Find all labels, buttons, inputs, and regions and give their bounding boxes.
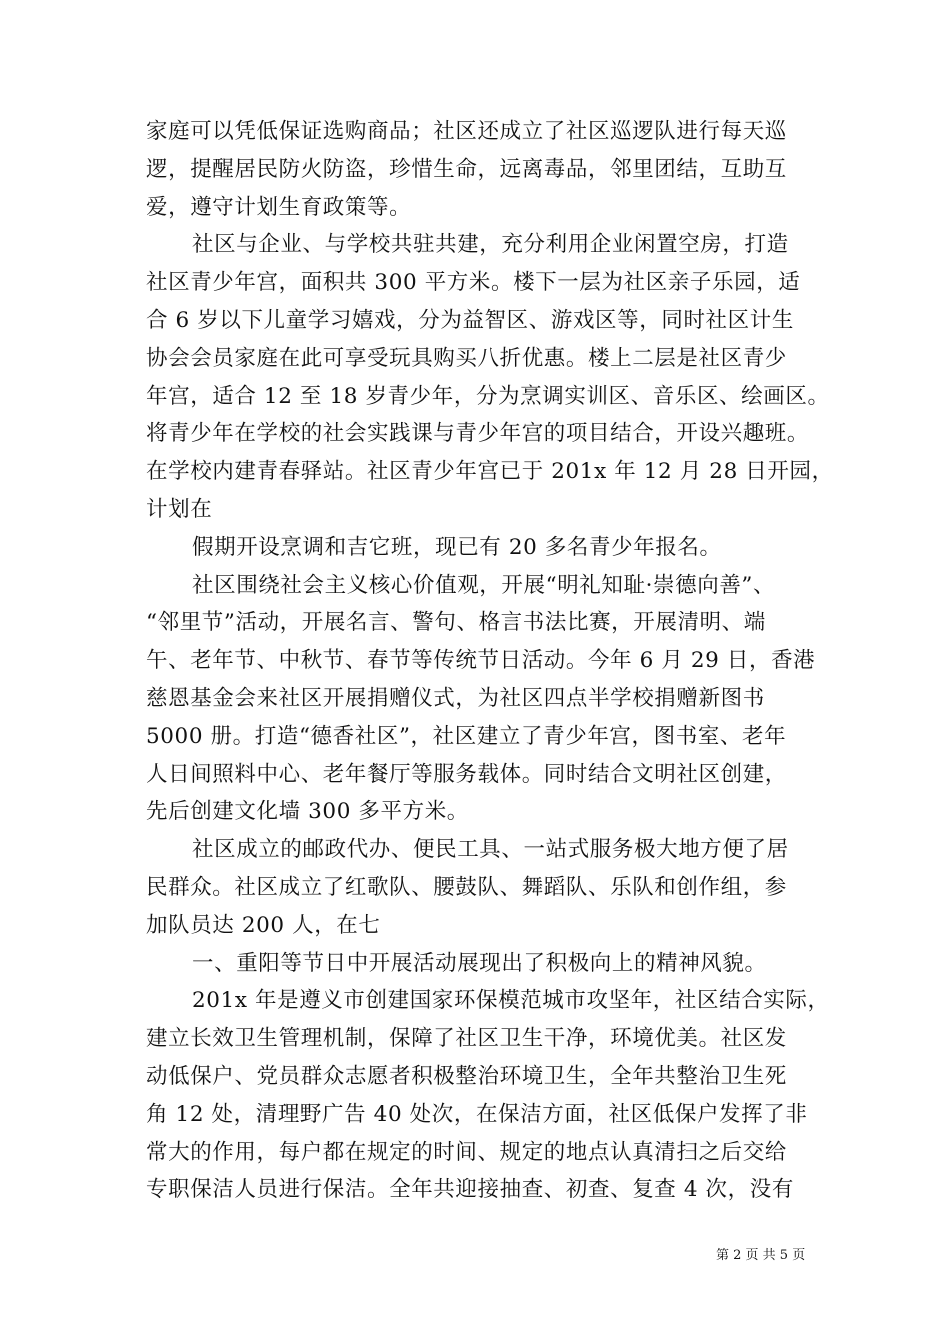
text-line: 家庭可以凭低保证选购商品；社区还成立了社区巡逻队进行每天巡	[146, 119, 787, 144]
text-line: 5000 册。打造“德香社区”，社区建立了青少年宫，图书室、老年	[146, 723, 787, 749]
text-line: 协会会员家庭在此可享受玩具购买八折优惠。楼上二层是社区青少	[146, 345, 787, 371]
text-line: 201x 年是遵义市创建国家环保模范城市攻坚年，社区结合实际，	[192, 988, 830, 1014]
text-line: “邻里节”活动，开展名言、警句、格言书法比赛，开展清明、端	[146, 610, 766, 636]
text-line: 爱，遵守计划生育政策等。	[146, 194, 412, 220]
text-line: 计划在	[146, 496, 213, 522]
text-line: 民群众。社区成立了红歌队、腰鼓队、舞蹈队、乐队和创作组，参	[146, 874, 787, 900]
text-line: 建立长效卫生管理机制，保障了社区卫生干净，环境优美。社区发	[146, 1026, 787, 1052]
text-line: 人日间照料中心、老年餐厅等服务载体。同时结合文明社区创建，	[146, 761, 787, 787]
text-line: 社区成立的邮政代办、便民工具、一站式服务极大地方便了居	[192, 837, 789, 863]
text-line: 动低保户、党员群众志愿者积极整治环境卫生，全年共整治卫生死	[146, 1063, 787, 1089]
text-line: 先后创建文化墙 300 多平方米。	[146, 799, 469, 825]
text-line: 社区与企业、与学校共驻共建，充分利用企业闲置空房，打造	[192, 232, 789, 258]
text-line: 假期开设烹调和吉它班，现已有 20 多名青少年报名。	[192, 534, 722, 560]
text-line: 社区青少年宫，面积共 300 平方米。楼下一层为社区亲子乐园，适	[146, 270, 801, 296]
text-line: 社区围绕社会主义核心价值观，开展“明礼知耻·崇德向善”、	[192, 572, 776, 598]
text-line: 合 6 岁以下儿童学习嬉戏，分为益智区、游戏区等，同时社区计生	[146, 307, 794, 333]
text-line: 年宫，适合 12 至 18 岁青少年，分为烹调实训区、音乐区、绘画区。	[146, 383, 830, 409]
document-body	[146, 113, 834, 1209]
text-line: 一、重阳等节日中开展活动展现出了积极向上的精神风貌。	[192, 950, 767, 976]
text-line: 逻，提醒居民防火防盗，珍惜生命，远离毒品，邻里团结，互助互	[146, 156, 787, 182]
text-line: 角 12 处，清理野广告 40 处次，在保洁方面，社区低保户发挥了非	[146, 1101, 808, 1127]
text-line: 将青少年在学校的社会实践课与青少年宫的项目结合，开设兴趣班。	[146, 421, 810, 447]
text-line: 常大的作用，每户都在规定的时间、规定的地点认真清扫之后交给	[146, 1139, 787, 1165]
text-line: 专职保洁人员进行保洁。全年共迎接抽查、初查、复查 4 次，没有	[146, 1177, 794, 1203]
text-line: 午、老年节、中秋节、春节等传统节日活动。今年 6 月 29 日，香港	[146, 648, 816, 674]
page-number-footer: 第 2 页 共 5 页	[716, 1248, 806, 1263]
text-line: 在学校内建青春驿站。社区青少年宫已于 201x 年 12 月 28 日开园，	[146, 459, 834, 485]
text-line: 加队员达 200 人，在七	[146, 912, 381, 938]
text-line: 慈恩基金会来社区开展捐赠仪式，为社区四点半学校捐赠新图书	[146, 685, 765, 711]
